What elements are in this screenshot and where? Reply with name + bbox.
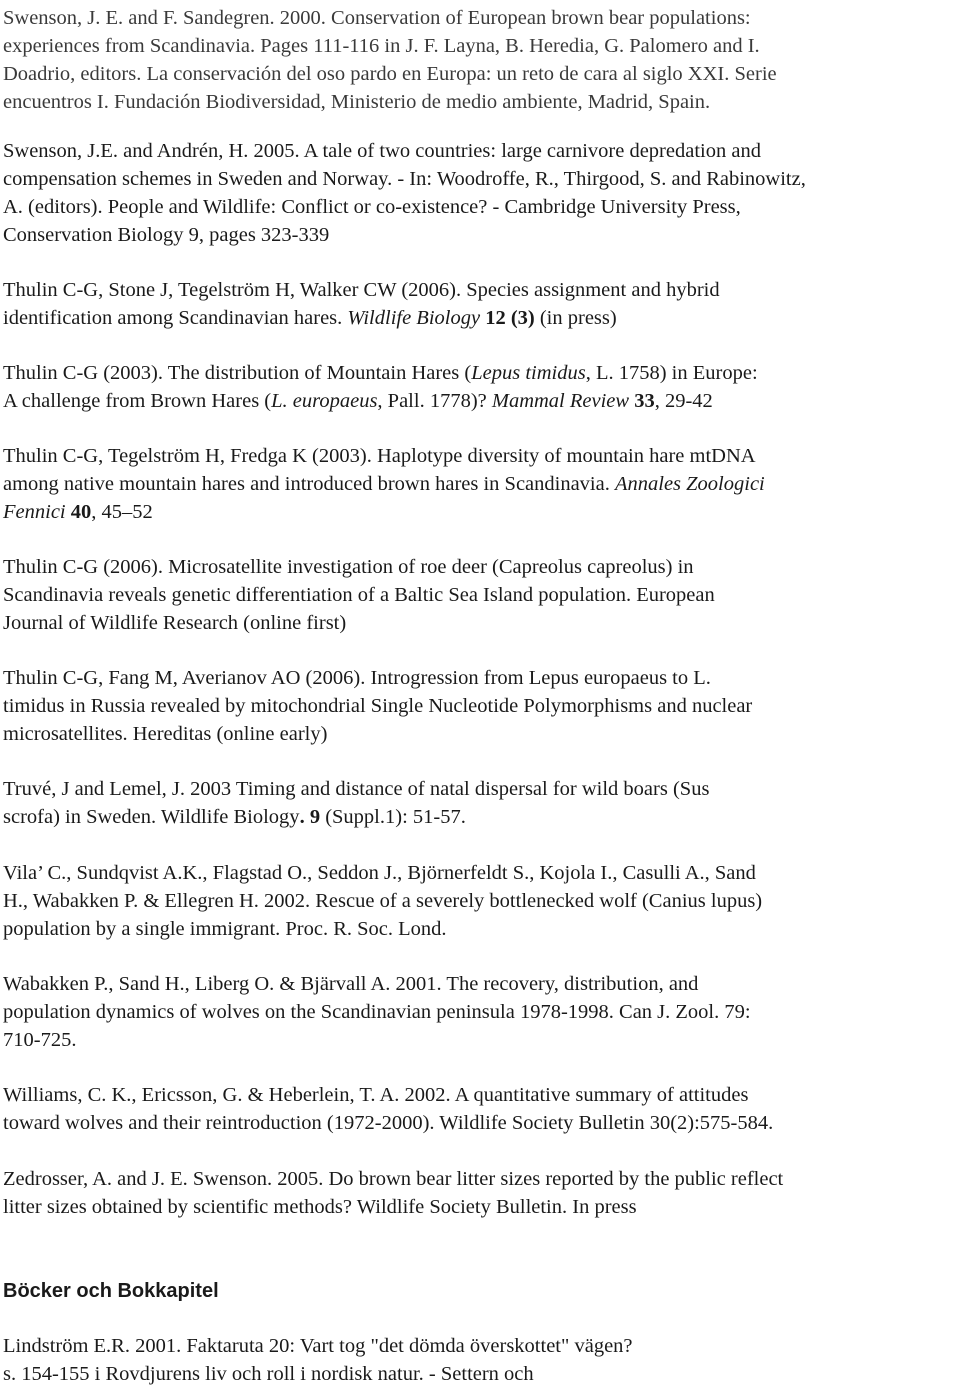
reference-williams-2002 (3, 1081, 953, 1137)
reference-line: s. 154-155 i Rovdjurens liv och roll i nordisk natur. - Settern och (3, 1363, 534, 1385)
bold-period: . (299, 806, 305, 828)
section-heading: Böcker och Bokkapitel (3, 1280, 219, 1302)
reference-line (3, 470, 953, 498)
reference-line: population by a single immigrant. Proc. R. Soc. Lond. (3, 918, 447, 940)
reference-line: Truvé, J and Lemel, J. 2003 Timing and distance of natal dispersal for wild boars (Sus (3, 778, 710, 800)
reference-thulin-2003-mountain-hares (3, 359, 953, 415)
species-name: L. europaeus (271, 390, 378, 412)
reference-thulin-2006-roe-deer (3, 553, 953, 637)
journal-name: Wildlife Biology (347, 307, 481, 329)
reference-truve-lemel-2003 (3, 775, 953, 831)
reference-thulin-fang-averianov-2006 (3, 664, 953, 748)
reference-swenson-andren-2005 (3, 137, 953, 249)
reference-line: encuentros I. Fundación Biodiversidad, Ministerio de medio ambiente, Madrid, Spain. (3, 91, 711, 113)
reference-swenson-sandegren-2000 (3, 4, 953, 116)
reference-line: Swenson, J.E. and Andrén, H. 2005. A tale of two countries: large carnivore depredation and (3, 140, 761, 162)
reference-line (3, 387, 953, 415)
reference-text: (Suppl.1): 51-57. (320, 806, 466, 828)
reference-line (3, 304, 953, 332)
journal-volume: 40 (70, 501, 92, 523)
reference-line: Thulin C-G (2006). Microsatellite investigation of roe deer (Capreolus capreolus) in (3, 556, 694, 578)
reference-line: Wabakken P., Sand H., Liberg O. & Bjärvall A. 2001. The recovery, distribution, and (3, 973, 699, 995)
reference-line: compensation schemes in Sweden and Norway. - In: Woodroffe, R., Thirgood, S. and Rabinowitz, (3, 168, 806, 190)
journal-name: Annales Zoologici (614, 473, 765, 495)
journal-volume: 9 (304, 806, 321, 828)
reference-wabakken-2001 (3, 970, 953, 1054)
reference-line (3, 803, 953, 831)
reference-line (3, 498, 953, 526)
species-name: Lepus timidus (471, 362, 586, 384)
reference-line: toward wolves and their reintroduction (1972-2000). Wildlife Society Bulletin 30(2):575-584. (3, 1112, 774, 1134)
reference-line: experiences from Scandinavia. Pages 111-116 in J. F. Layna, B. Heredia, G. Palomero and I. (3, 35, 760, 57)
reference-line: Thulin C-G, Stone J, Tegelström H, Walker CW (2006). Species assignment and hybrid (3, 279, 720, 301)
reference-zedrosser-swenson-2005 (3, 1165, 953, 1221)
reference-text: (in press) (534, 307, 617, 329)
reference-vila-2002 (3, 859, 953, 943)
reference-thulin-tegelstrom-fredga-2003 (3, 442, 953, 526)
reference-line: Doadrio, editors. La conservación del oso pardo en Europa: un reto de cara al siglo XXI. Serie (3, 63, 777, 85)
reference-line: 710-725. (3, 1029, 77, 1051)
reference-line: Williams, C. K., Ericsson, G. & Heberlein, T. A. 2002. A quantitative summary of attitudes (3, 1084, 749, 1106)
journal-name: Fennici (3, 501, 66, 523)
reference-text: A challenge from Brown Hares ( (3, 390, 272, 412)
reference-text: , 45–52 (91, 501, 153, 523)
reference-line: Lindström E.R. 2001. Faktaruta 20: Vart tog "det dömda överskottet" vägen? (3, 1335, 633, 1357)
reference-line: Swenson, J. E. and F. Sandegren. 2000. Conservation of European brown bear populations: (3, 7, 751, 29)
reference-line: A. (editors). People and Wildlife: Conflict or co-existence? - Cambridge University Press, (3, 196, 741, 218)
reference-line: litter sizes obtained by scientific methods? Wildlife Society Bulletin. In press (3, 1196, 637, 1218)
reference-text: , Pall. 1778)? (377, 390, 492, 412)
reference-line: Zedrosser, A. and J. E. Swenson. 2005. Do brown bear litter sizes reported by the public reflect (3, 1168, 784, 1190)
reference-line: microsatellites. Hereditas (online early) (3, 723, 328, 745)
journal-name: Mammal Review (491, 390, 630, 412)
reference-text: Thulin C-G (2003). The distribution of Mountain Hares ( (3, 362, 472, 384)
journal-volume: 33 (634, 390, 655, 412)
reference-line: population dynamics of wolves on the Scandinavian peninsula 1978-1998. Can J. Zool. 79: (3, 1001, 751, 1023)
reference-text: among native mountain hares and introduced brown hares in Scandinavia. (3, 473, 615, 495)
reference-line: Conservation Biology 9, pages 323-339 (3, 224, 330, 246)
reference-line: Vila’ C., Sundqvist A.K., Flagstad O., Seddon J., Björnerfeldt S., Kojola I., Casulli A., Sand (3, 862, 756, 884)
reference-line: Journal of Wildlife Research (online first) (3, 612, 347, 634)
journal-volume: 12 (3) (485, 307, 535, 329)
reference-line: Thulin C-G, Fang M, Averianov AO (2006). Introgression from Lepus europaeus to L. (3, 667, 711, 689)
reference-line: timidus in Russia revealed by mitochondrial Single Nucleotide Polymorphisms and nuclear (3, 695, 753, 717)
reference-line: Scandinavia reveals genetic differentiation of a Baltic Sea Island population. European (3, 584, 715, 606)
reference-text: identification among Scandinavian hares. (3, 307, 348, 329)
reference-text: , L. 1758) in Europe: (585, 362, 758, 384)
reference-line (3, 359, 953, 387)
reference-line: H., Wabakken P. & Ellegren H. 2002. Rescue of a severely bottlenecked wolf (Canius lupus) (3, 890, 763, 912)
reference-lindstrom-2001 (3, 1332, 953, 1388)
reference-thulin-stone-2006 (3, 276, 953, 332)
reference-text: , 29-42 (654, 390, 713, 412)
reference-text: scrofa) in Sweden. Wildlife Biology (3, 806, 300, 828)
reference-line: Thulin C-G, Tegelström H, Fredga K (2003). Haplotype diversity of mountain hare mtDNA (3, 445, 756, 467)
